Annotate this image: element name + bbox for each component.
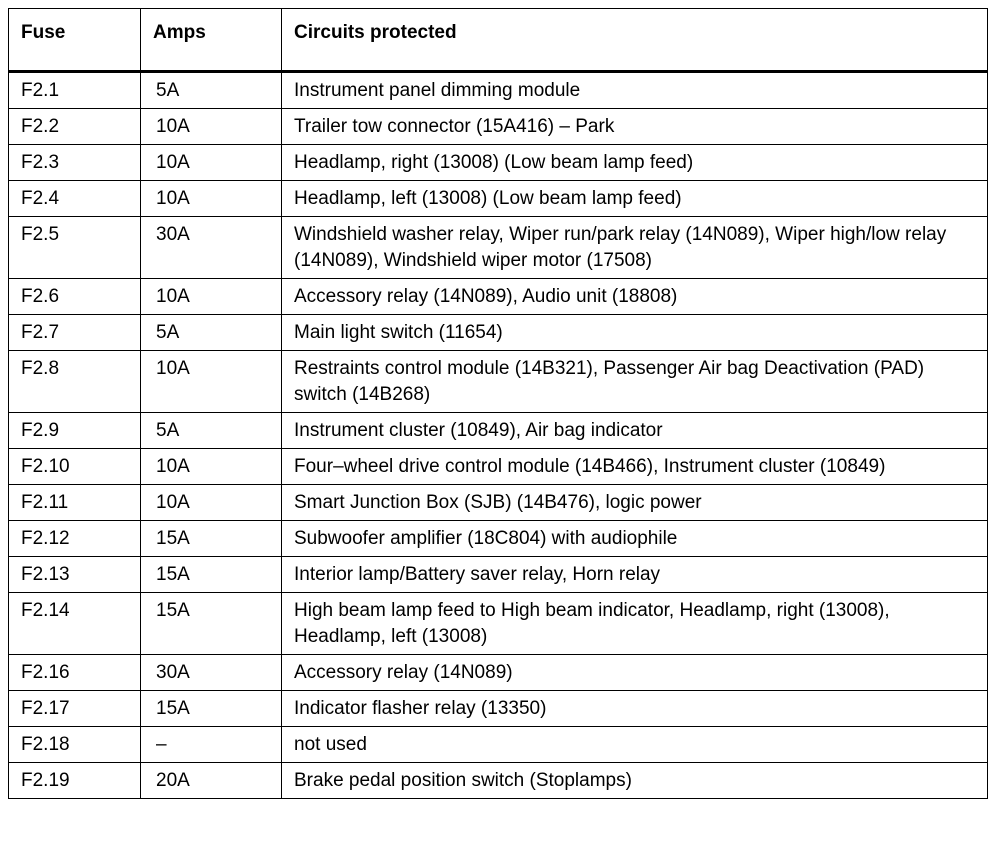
- fuse-cell: F2.17: [9, 691, 141, 727]
- header-fuse: Fuse: [9, 9, 141, 72]
- fuse-cell: F2.18: [9, 727, 141, 763]
- amps-cell: 5A: [141, 72, 282, 109]
- fuse-cell: F2.19: [9, 763, 141, 799]
- fuse-table: [8, 8, 988, 799]
- fuse-cell: F2.11: [9, 485, 141, 521]
- amps-cell: –: [141, 727, 282, 763]
- circuits-cell: Subwoofer amplifier (18C804) with audiophile: [282, 521, 988, 557]
- table-header: [9, 9, 988, 72]
- table-body: [9, 72, 988, 799]
- table-row: [9, 727, 988, 763]
- table-row: [9, 413, 988, 449]
- circuits-cell: Restraints control module (14B321), Passenger Air bag Deactivation (PAD) switch (14B268): [282, 351, 988, 413]
- amps-cell: 15A: [141, 557, 282, 593]
- circuits-cell: Accessory relay (14N089): [282, 655, 988, 691]
- fuse-cell: F2.2: [9, 109, 141, 145]
- circuits-cell: Instrument cluster (10849), Air bag indicator: [282, 413, 988, 449]
- table-row: [9, 763, 988, 799]
- amps-cell: 15A: [141, 521, 282, 557]
- amps-cell: 15A: [141, 593, 282, 655]
- amps-cell: 10A: [141, 449, 282, 485]
- circuits-cell: Trailer tow connector (15A416) – Park: [282, 109, 988, 145]
- fuse-cell: F2.8: [9, 351, 141, 413]
- table-row: [9, 315, 988, 351]
- fuse-cell: F2.12: [9, 521, 141, 557]
- table-row: [9, 279, 988, 315]
- fuse-cell: F2.13: [9, 557, 141, 593]
- circuits-cell: Windshield washer relay, Wiper run/park relay (14N089), Wiper high/low relay (14N089), Windshield wiper motor (17508): [282, 217, 988, 279]
- amps-cell: 10A: [141, 351, 282, 413]
- circuits-cell: Smart Junction Box (SJB) (14B476), logic power: [282, 485, 988, 521]
- amps-cell: 20A: [141, 763, 282, 799]
- table-row: [9, 655, 988, 691]
- circuits-cell: Main light switch (11654): [282, 315, 988, 351]
- circuits-cell: High beam lamp feed to High beam indicator, Headlamp, right (13008), Headlamp, left (13008): [282, 593, 988, 655]
- amps-cell: 30A: [141, 655, 282, 691]
- fuse-cell: F2.7: [9, 315, 141, 351]
- circuits-cell: Four–wheel drive control module (14B466), Instrument cluster (10849): [282, 449, 988, 485]
- amps-cell: 30A: [141, 217, 282, 279]
- fuse-cell: F2.3: [9, 145, 141, 181]
- fuse-cell: F2.6: [9, 279, 141, 315]
- amps-cell: 10A: [141, 485, 282, 521]
- amps-cell: 10A: [141, 109, 282, 145]
- header-row: [9, 9, 988, 72]
- table-row: [9, 181, 988, 217]
- circuits-cell: Indicator flasher relay (13350): [282, 691, 988, 727]
- amps-cell: 10A: [141, 181, 282, 217]
- table-row: [9, 109, 988, 145]
- table-row: [9, 557, 988, 593]
- circuits-cell: Brake pedal position switch (Stoplamps): [282, 763, 988, 799]
- table-row: [9, 521, 988, 557]
- circuits-cell: Instrument panel dimming module: [282, 72, 988, 109]
- fuse-cell: F2.4: [9, 181, 141, 217]
- header-circuits: Circuits protected: [282, 9, 988, 72]
- fuse-cell: F2.14: [9, 593, 141, 655]
- header-amps: Amps: [141, 9, 282, 72]
- fuse-cell: F2.9: [9, 413, 141, 449]
- amps-cell: 10A: [141, 145, 282, 181]
- circuits-cell: Headlamp, left (13008) (Low beam lamp feed): [282, 181, 988, 217]
- amps-cell: 5A: [141, 413, 282, 449]
- fuse-cell: F2.10: [9, 449, 141, 485]
- table-row: [9, 145, 988, 181]
- amps-cell: 10A: [141, 279, 282, 315]
- table-row: [9, 217, 988, 279]
- fuse-cell: F2.1: [9, 72, 141, 109]
- circuits-cell: not used: [282, 727, 988, 763]
- table-row: [9, 449, 988, 485]
- circuits-cell: Headlamp, right (13008) (Low beam lamp feed): [282, 145, 988, 181]
- fuse-cell: F2.16: [9, 655, 141, 691]
- circuits-cell: Accessory relay (14N089), Audio unit (18808): [282, 279, 988, 315]
- table-row: [9, 351, 988, 413]
- table-row: [9, 72, 988, 109]
- table-row: [9, 485, 988, 521]
- amps-cell: 5A: [141, 315, 282, 351]
- table-row: [9, 593, 988, 655]
- table-row: [9, 691, 988, 727]
- fuse-cell: F2.5: [9, 217, 141, 279]
- circuits-cell: Interior lamp/Battery saver relay, Horn relay: [282, 557, 988, 593]
- amps-cell: 15A: [141, 691, 282, 727]
